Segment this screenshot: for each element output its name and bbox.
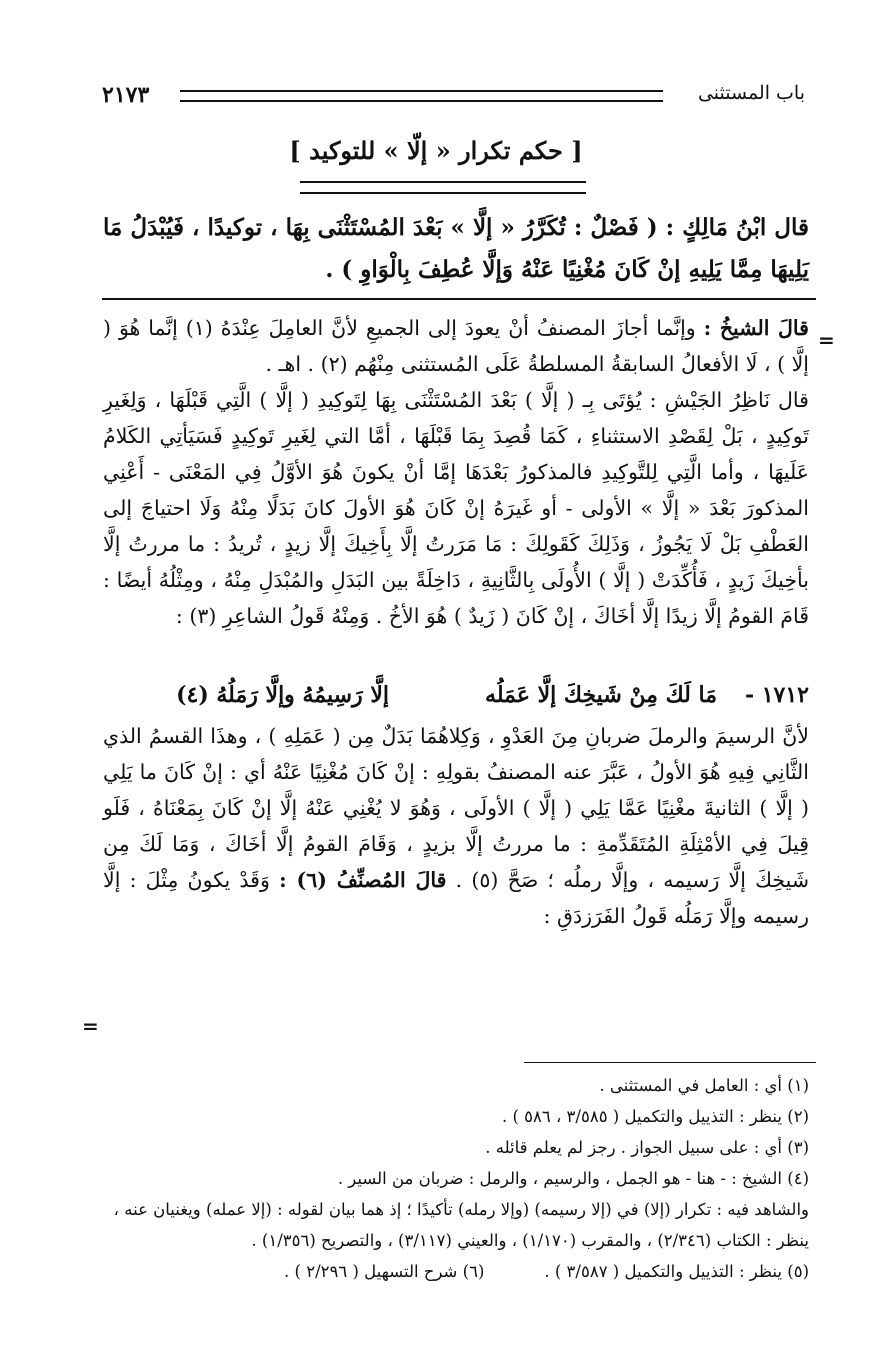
nazir-paragraph (103, 382, 809, 634)
nazir-lead: قال نَاظِرُ الجَيْشِ : (649, 388, 809, 412)
musannif-lead: قالَ المُصنِّفُ (٦) : (279, 868, 447, 892)
ibn-malik-lead: قال ابْنُ مَالِكٍ : (665, 214, 809, 241)
chapter-title: باب المستثنى (697, 82, 805, 104)
margin-mark-top: = (818, 328, 835, 352)
ibn-malik-body: ( فَصْلٌ : تُكَرَّرُ « إلَّا » بَعْدَ المُسْتَثْنَى بِهَا ، توكيدًا ، فَيُبْدَلُ مَا يَلِيهَا مِمَّا يَلِيهِ إنْ كَانَ مُغْنِيًا عَنْهُ وَإلَّا عُطِفَ بِالْوَاوِ ) . (103, 214, 809, 283)
footnote-item: والشاهد فيه : تكرار (إلا) في (إلا رسيمه) (وإلا رمله) تأكيدًا ؛ إذ هما بيان لقوله : (إلا عمله) ويغنيان عنه ، ينظر : الكتاب (٢/٣٤٦) ، والمقرب (١/١٧٠) ، والعيني (٣/١١٧) ، والتصريح (١/٣٥٦) . (113, 1200, 809, 1250)
running-header (102, 78, 805, 114)
ibn-malik-text (103, 207, 809, 291)
text-divider (102, 298, 816, 300)
footnote-item: (٣) أي : على سبيل الجواز . رجز لم يعلم قائله . (485, 1138, 809, 1157)
shaykh-body: وإنَّما أجازَ المصنفُ أنْ يعودَ إلى الجميعِ لأنَّ العامِلَ عِنْدَهُ (١) إنَّما هُوَ ( إلَّا ) ، لَا الأفعالُ السابقةُ المسلطةُ عَلَى المُستثنى مِنْهُم (٢) . اهـ . (103, 316, 809, 376)
footnote-item: (٥) ينظر : التذييل والتكميل ( ٣/٥٨٧ ) . (544, 1262, 809, 1281)
verse-second-hemistich: إلَّا رَسِيمُهُ وإلَّا رَمَلُهُ (٤) (176, 682, 389, 708)
commentary-body-2: وَقَدْ يكونُ مِثْلَ : إلَّا رسيمه وإلَّا رَمَلُه قَولُ الفَرَزدَقِ : (103, 868, 809, 928)
footnotes (103, 1070, 809, 1287)
footnote-item: (١) أي : العامل في المستثنى . (599, 1076, 809, 1095)
commentary-paragraph (103, 718, 809, 934)
margin-mark-bottom: = (82, 1014, 99, 1038)
shaykh-paragraph (103, 310, 809, 382)
header-double-rule (180, 90, 663, 102)
page-number: ٢١٧٣ (102, 82, 150, 108)
shaykh-lead: قالَ الشيخُ : (703, 316, 809, 340)
section-heading: [ حكم تكرار « إلّا » للتوكيد ] (289, 136, 583, 165)
footnote-item: (٤) الشيخ : - هنا - هو الجمل ، والرسيم ، والرمل : ضربان من السير . (337, 1169, 809, 1188)
verse-first-hemistich: مَا لَكَ مِنْ شَيخِكَ إلَّا عَمَلُه (485, 682, 717, 708)
nazir-body: يُؤتَى بِـ ( إلَّا ) بَعْدَ المُسْتَثْنَى بِهَا لِتَوكِيدِ ( إلَّا ) الَّتِي قَبْلَهَا ، وَلِغَيرِ تَوكِيدٍ ، بَلْ لِقَصْدِ الاستثناءِ ، كَمَا قُصِدَ بِمَا قَبْلَهَا ، أمَّا التي لِغَيرِ تَوكِيدٍ فَسَيَأتِي الكَلامُ عَلَيهَا ، وأما الَّتِي لِلتَّوكِيدِ فالمذكورُ بَعْدَهَا إمَّا أنْ يكونَ هُوَ الأوَّلُ فِي المَعْنَى - أَعْنِي المذكورَ بَعْدَ « إلَّا » الأولى - أو غَيرَهُ إنْ كَانَ هُوَ الأولَ كانَ بَدَلًا مِنْهُ وَلَا احتياجَ إلى العَطْفِ بَلْ لَا يَجُوزُ ، وَذَلِكَ كَقَولِكَ : مَا مَرَرتُ إلَّا بِأَخِيكَ إلَّا زيدٍ ، تُريدُ : ما مررتُ إلَّا بأخِيكَ زَيدٍ ، فَأُكِّدَتْ ( إلَّا ) الأُولَى بِالثَّانِيةِ ، دَاخِلَةً بين البَدَلِ والمُبْدَلِ مِنْهُ ، ومِثْلُهُ أيضًا : قَامَ القومُ إلَّا زيدًا إلَّا أخَاكَ ، إنْ كَانَ ( زَيدٌ ) هُوَ الأخُ . وَمِنْهُ قَولُ الشاعِرِ (٣) : (103, 388, 809, 628)
footnote-last-line (103, 1256, 809, 1287)
footnote-list (103, 1070, 809, 1287)
verse-number: ١٧١٢ - (744, 682, 809, 708)
footnote-item: (٦) شرح التسهيل ( ٢/٢٩٦ ) . (284, 1262, 485, 1281)
poetry-verse (103, 676, 809, 716)
footnote-item: (٢) ينظر : التذييل والتكميل ( ٣/٥٨٥ ، ٥٨٦ ) . (501, 1107, 809, 1126)
footnote-rule (524, 1062, 816, 1063)
heading-double-rule (300, 181, 586, 194)
commentary-body: لأنَّ الرسيمَ والرملَ ضربانِ مِنَ العَدْوِ ، وَكِلاهُمَا بَدَلٌ مِن ( عَمَلِهِ ) ، وهذَا القسمُ الذي الثَّانِي فِيهِ هُوَ الأولُ ، عَبَّرَ عنه المصنفُ بقولِهِ : إنْ كَانَ مُغْنِيًا عَنْهُ أي : إنْ كَانَ ما يَلِي ( إلَّا ) الثانيةَ مغْنِيًا عَمَّا يَلِي ( إلَّا ) الأولَى ، وَهُوَ لا يُغْنِي عَنْهُ إلَّا إنْ كَانَ بِمَعْنَاهُ ، فَلَو قِيلَ فِي الأمْثِلَةِ المُتَقَدِّمةِ : ما مررتُ إلَّا بزيدٍ ، وَقَامَ القومُ إلَّا أخَاكَ ، وَمَا لَكَ مِن شَيخِكَ إلَّا رَسيمه ، وإلَّا رملُه ؛ صَحَّ (٥) . (103, 724, 810, 892)
